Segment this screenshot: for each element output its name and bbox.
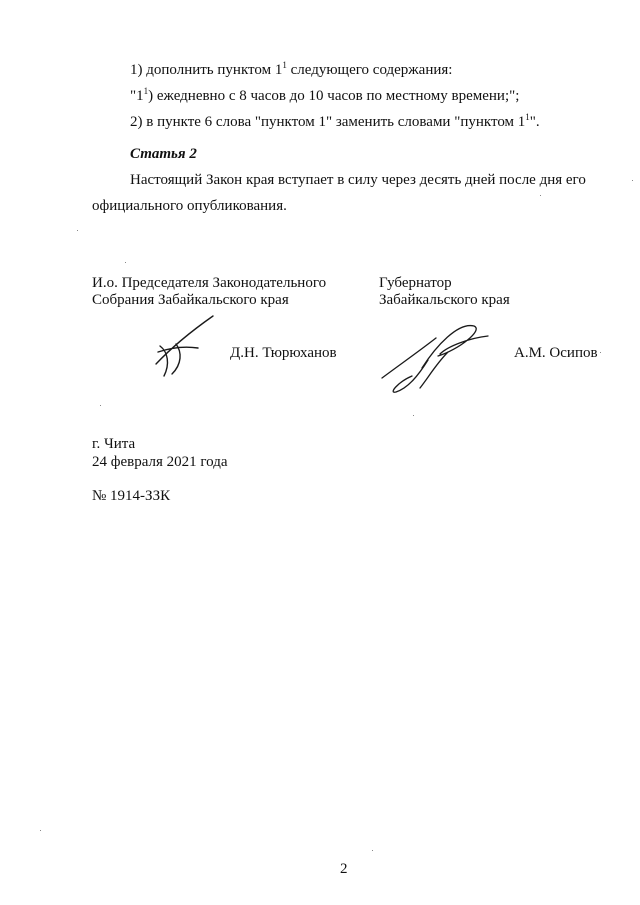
left-signatory-name: Д.Н. Тюрюханов [230, 345, 337, 361]
right-signature [378, 316, 496, 396]
amendment-item-2-text: 2) в пункте 6 слова "пунктом 1" заменить словами "пунктом 1 [130, 114, 526, 130]
scan-speck [125, 262, 126, 263]
scan-speck [540, 195, 541, 196]
amendment-item-2-suffix: ". [529, 114, 540, 130]
right-signatory-title-line-2: Забайкальского края [379, 292, 510, 308]
page-number: 2 [340, 861, 348, 877]
amendment-item-1-suffix: следующего содержания: [286, 62, 453, 78]
date: 24 февраля 2021 года [92, 454, 228, 470]
amendment-quote-superscript: 1 [143, 86, 149, 96]
scan-speck [600, 352, 601, 353]
scan-speck [77, 230, 78, 231]
left-signature [148, 312, 228, 382]
amendment-item-1 [130, 60, 453, 78]
article-text-line-1: Настоящий Закон края вступает в силу через десять дней после дня его [130, 172, 586, 188]
article-text-line-2: официального опубликования. [92, 198, 287, 214]
scan-speck [372, 850, 373, 851]
scan-speck [40, 830, 41, 831]
scan-speck [100, 405, 101, 406]
article-heading: Статья 2 [130, 146, 197, 162]
city: г. Чита [92, 436, 136, 452]
scan-speck [632, 180, 633, 181]
left-signatory-title-line-2: Собрания Забайкальского края [92, 292, 289, 308]
scan-speck [413, 415, 414, 416]
amendment-item-1-superscript: 1 [282, 60, 287, 70]
law-number: № 1914-ЗЗК [92, 488, 171, 504]
right-signatory-title-line-1: Губернатор [379, 275, 452, 291]
amendment-item-2 [130, 112, 540, 130]
amendment-quote [130, 86, 520, 104]
amendment-item-1-text: 1) дополнить пунктом 1 [130, 62, 283, 78]
left-signatory-title-line-1: И.о. Председателя Законодательного [92, 275, 327, 291]
right-signatory-name: А.М. Осипов [514, 345, 598, 361]
amendment-quote-suffix: ) ежедневно с 8 часов до 10 часов по местному времени;"; [148, 88, 520, 104]
amendment-quote-text: "1 [130, 88, 144, 104]
amendment-item-2-superscript: 1 [525, 112, 530, 122]
